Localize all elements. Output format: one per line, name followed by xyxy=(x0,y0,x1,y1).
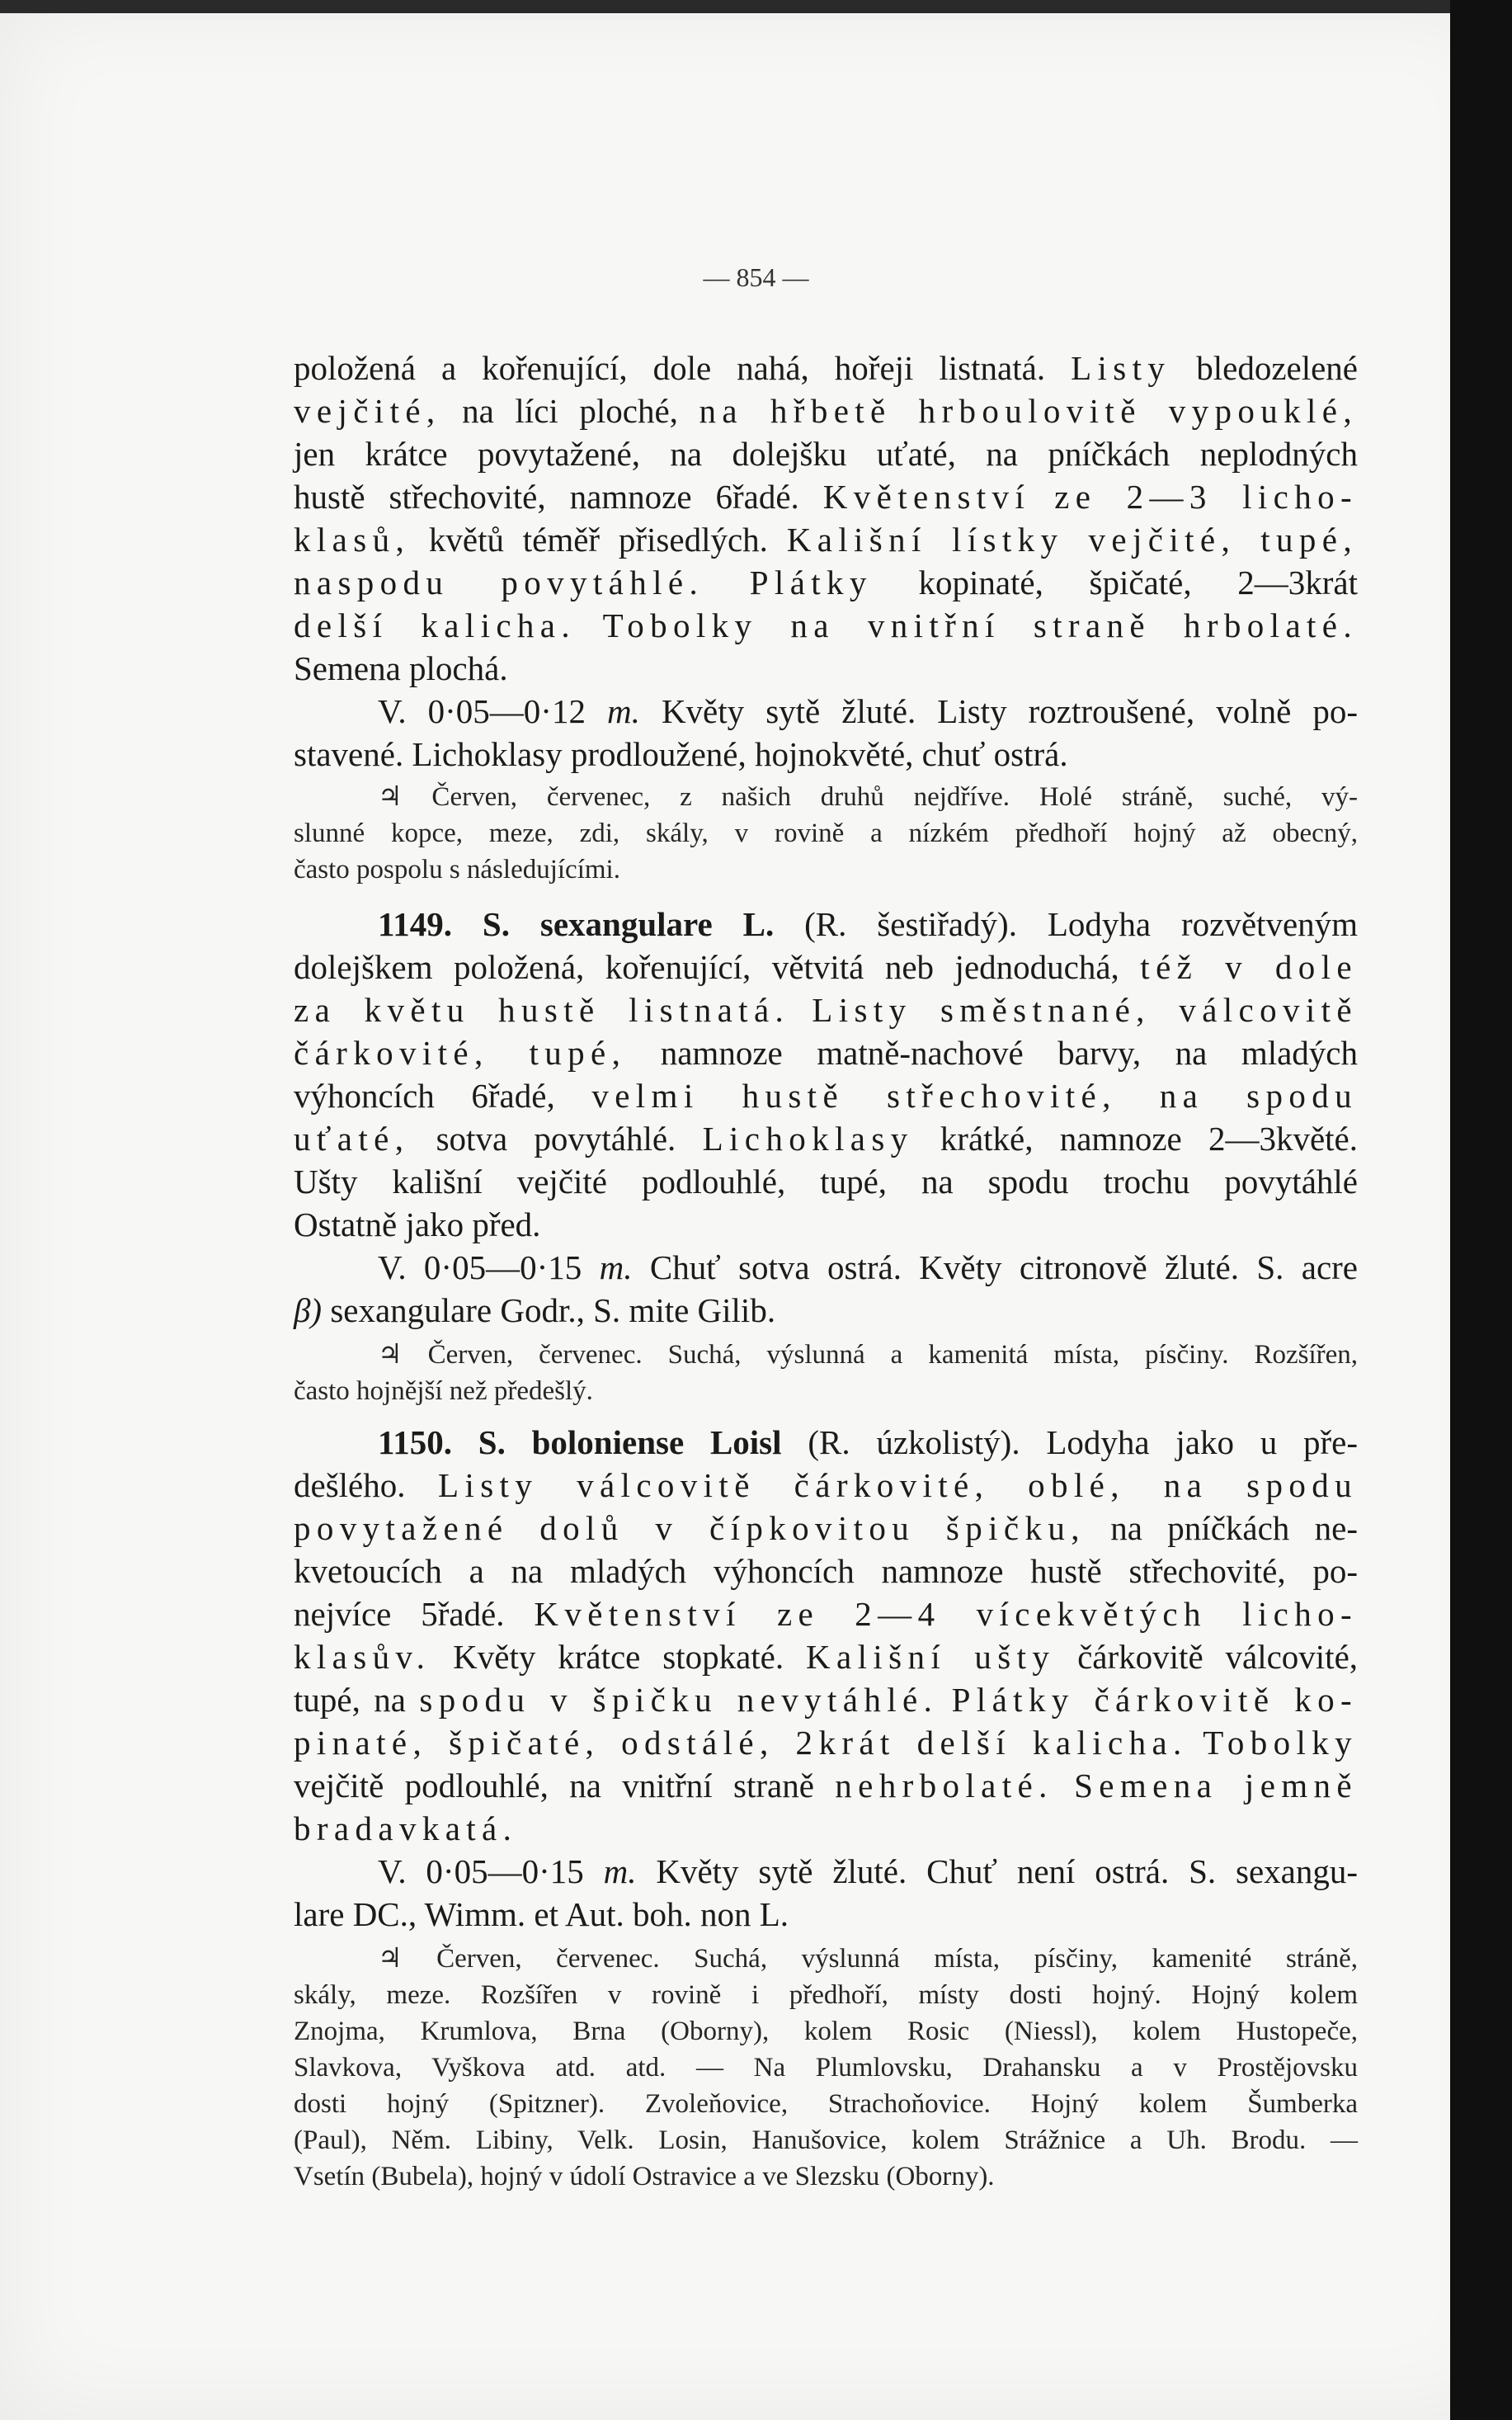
s1149-line-5: výhoncích 6řadé, velmi hustě střechovité, na spodu xyxy=(294,1077,1359,1115)
s1150-line-6: klasův. Květy krátce stopkaté. Kališní ušty čárkovitě válcovité, xyxy=(294,1638,1359,1676)
note3-line-6: (Paul), Něm. Libiny, Velk. Losin, Hanušovice, kolem Strážnice a Uh. Brodu. — xyxy=(294,2125,1358,2155)
p1-line-1: položená a kořenující, dole nahá, hořeji listnatá. Listy bledozelené xyxy=(294,349,1359,387)
p1-line-7: delší kalicha. Tobolky na vnitřní straně hrbolaté. xyxy=(294,606,1359,644)
note2-line-1: ♃ Červen, červenec. Suchá, výslunná a kamenitá místa, písčiny. Rozšířen, xyxy=(378,1340,1358,1370)
s1150-line-3: povytažené dolů v čípkovitou špičku, na pníčkách ne- xyxy=(294,1509,1359,1547)
s1150-line-11: V. 0·05—0·15 m. Květy sytě žluté. Chuť není ostrá. S. sexangu- xyxy=(378,1852,1359,1890)
s1149-line-2: dolejškem položená, kořenující, větvitá neb jednoduchá, též v dole xyxy=(294,948,1358,986)
note3-line-1: ♃ Červen, červenec. Suchá, výslunná místa, písčiny, kamenité stráně, xyxy=(378,1944,1358,1974)
scan-edge-right xyxy=(1450,0,1512,2420)
s1150-line-10: bradavkatá. xyxy=(294,1809,518,1847)
s1150-line-8: pinaté, špičaté, odstálé, 2krát delší kalicha. Tobolky xyxy=(294,1724,1359,1762)
s1150-line-4: kvetoucích a na mladých výhoncích namnoze hustě střechovité, po- xyxy=(294,1552,1358,1590)
p1-line-3: jen krátce povytažené, na dolejšku uťaté, na pníčkách neplodných xyxy=(294,435,1358,473)
s1149-line-1: 1149. S. sexangulare L. (R. šestiřadý). Lodyha rozvětveným xyxy=(378,905,1359,943)
p1-line-6: naspodu povytáhlé. Plátky kopinaté, špičaté, 2—3krát xyxy=(294,564,1359,601)
p2-line-1: V. 0·05—0·12 m. Květy sytě žluté. Listy roztroušené, volně po- xyxy=(378,692,1358,730)
s1149-line-9: V. 0·05—0·15 m. Chuť sotva ostrá. Květy citronově žluté. S. acre xyxy=(378,1248,1359,1286)
s1150-line-1: 1150. S. boloniense Loisl (R. úzkolistý). Lodyha jako u pře- xyxy=(378,1423,1359,1461)
s1149-line-8: Ostatně jako před. xyxy=(294,1205,541,1243)
scan-edge-top xyxy=(0,0,1512,13)
p1-line-5: klasů, květů téměř přisedlých. Kališní lístky vejčité, tupé, xyxy=(294,521,1358,559)
s1149-line-4: čárkovité, tupé, namnoze matně-nachové barvy, na mladých xyxy=(294,1034,1358,1072)
note3-line-3: Znojma, Krumlova, Brna (Oborny), kolem Rosic (Niessl), kolem Hustopeče, xyxy=(294,2017,1358,2046)
s1150-line-12: lare DC., Wimm. et Aut. boh. non L. xyxy=(294,1895,789,1933)
p1-line-8: Semena plochá. xyxy=(294,649,508,687)
s1149-line-10: β) sexangulare Godr., S. mite Gilib. xyxy=(294,1291,776,1329)
note3-line-2: skály, meze. Rozšířen v rovině i předhoří, místy dosti hojný. Hojný kolem xyxy=(294,1980,1358,2010)
s1150-line-7: tupé, na spodu v špičku nevytáhlé. Plátky čárkovitě ko- xyxy=(294,1681,1358,1719)
s1149-line-3: za květu hustě listnatá. Listy směstnané, válcovitě xyxy=(294,991,1358,1029)
s1149-line-6: uťaté, sotva povytáhlé. Lichoklasy krátké, namnoze 2—3květé. xyxy=(294,1120,1358,1158)
note2-line-2: často hojnější než předešlý. xyxy=(294,1376,593,1406)
note1-line-2: slunné kopce, meze, zdi, skály, v rovině a nízkém předhoří hojný až obecný, xyxy=(294,818,1358,848)
note3-line-4: Slavkova, Vyškova atd. atd. — Na Plumlovsku, Drahansku a v Prostějovsku xyxy=(294,2053,1358,2083)
note1-line-3: často pospolu s následujícími. xyxy=(294,855,620,885)
note1-line-1: ♃ Červen, červenec, z našich druhů nejdříve. Holé stráně, suché, vý- xyxy=(378,782,1358,812)
note3-line-7: Vsetín (Bubela), hojný v údolí Ostravice a ve Slezsku (Oborny). xyxy=(294,2162,995,2191)
s1150-line-9: vejčitě podlouhlé, na vnitřní straně nehrbolaté. Semena jemně xyxy=(294,1767,1359,1804)
s1149-line-7: Ušty kališní vejčité podlouhlé, tupé, na spodu trochu povytáhlé xyxy=(294,1163,1358,1201)
p1-line-2: vejčité, na líci ploché, na hřbetě hrboulovitě vypouklé, xyxy=(294,392,1358,430)
p2-line-2: stavené. Lichoklasy prodloužené, hojnokvěté, chuť ostrá. xyxy=(294,735,1068,773)
note3-line-5: dosti hojný (Spitzner). Zvoleňovice, Strachoňovice. Hojný kolem Šumberka xyxy=(294,2089,1358,2119)
page-number: — 854 — xyxy=(703,262,809,292)
p1-line-4: hustě střechovité, namnoze 6řadé. Květenství ze 2—3 licho- xyxy=(294,478,1359,516)
s1150-line-2: dešlého. Listy válcovitě čárkovité, oblé, na spodu xyxy=(294,1466,1358,1504)
s1150-line-5: nejvíce 5řadé. Květenství ze 2—4 vícekvětých licho- xyxy=(294,1595,1359,1633)
